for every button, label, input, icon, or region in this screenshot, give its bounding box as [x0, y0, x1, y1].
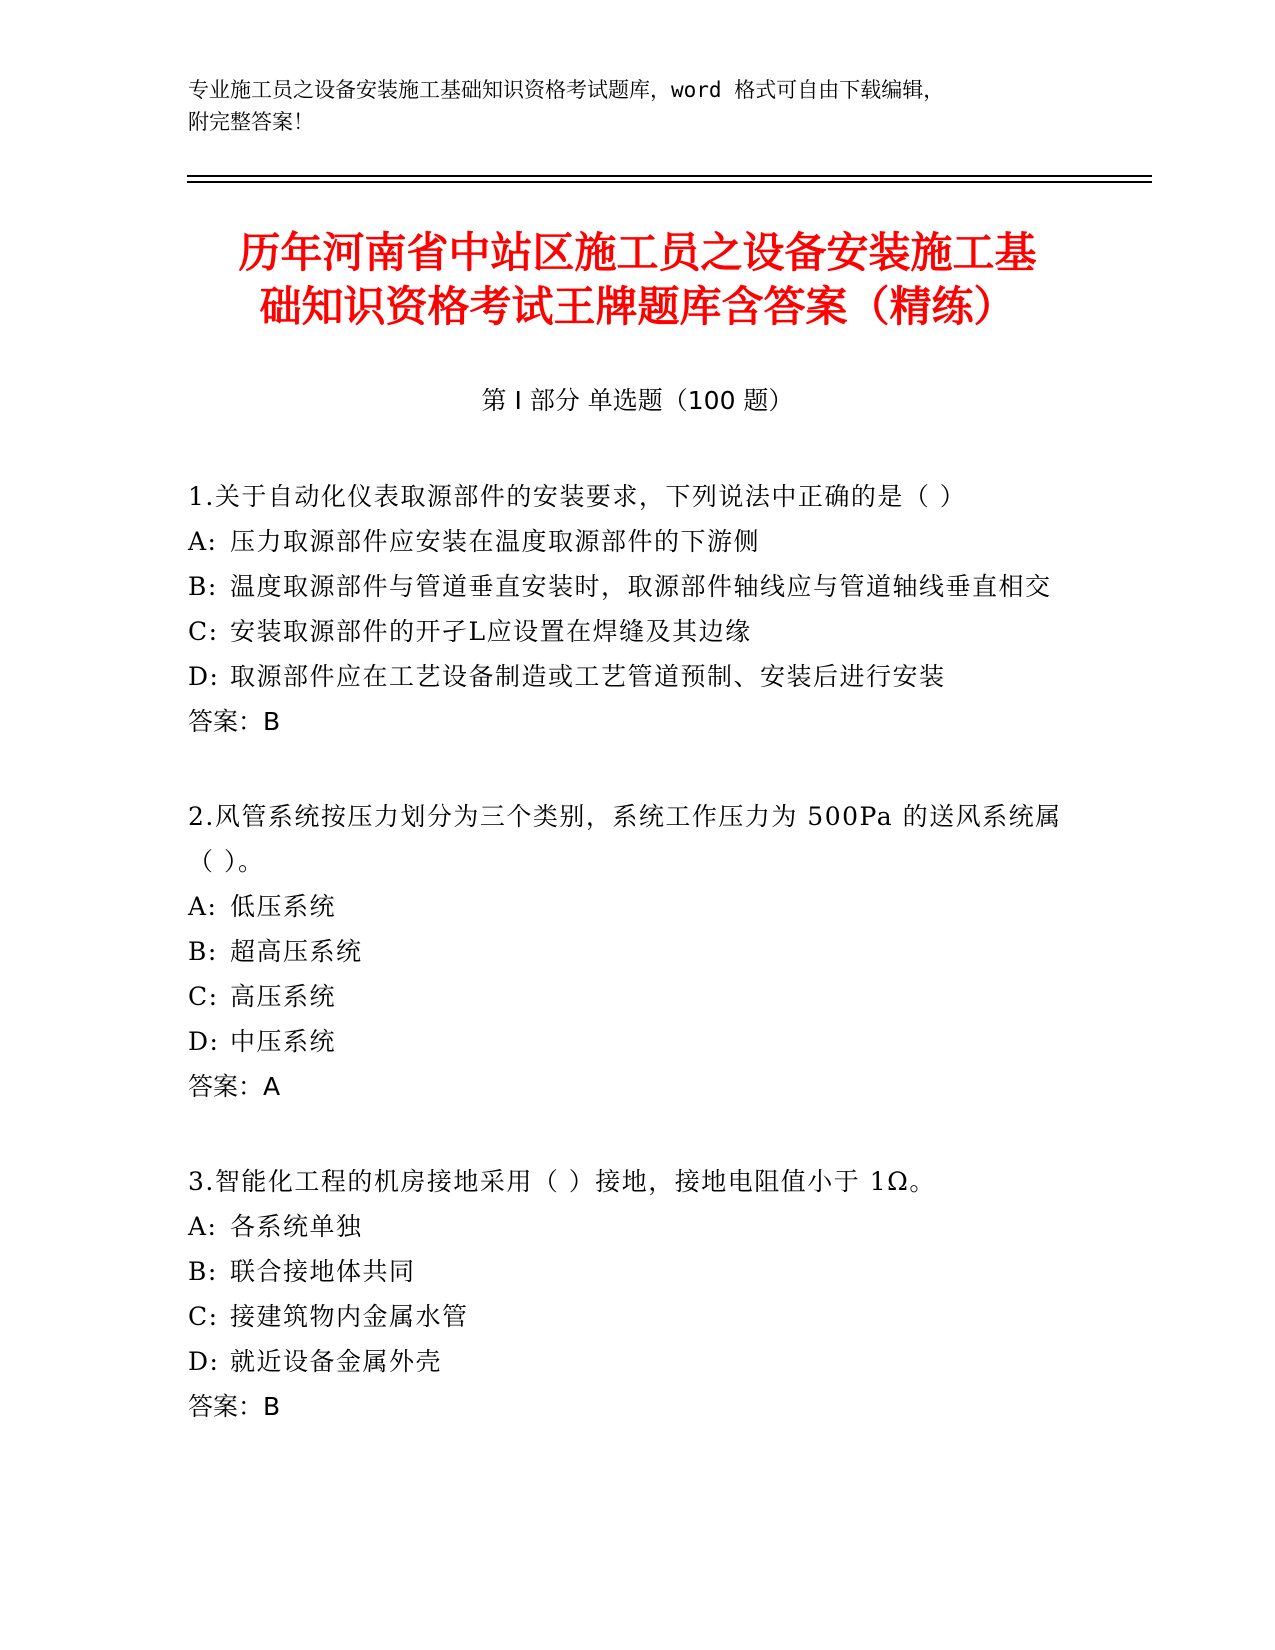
option-text: 各系统单独: [230, 1212, 363, 1241]
option-d: [188, 1019, 1088, 1064]
header-note-line-1: 专业施工员之设备安装施工基础知识资格考试题库，word 格式可自由下载编辑，: [188, 78, 945, 102]
option-text: 取源部件应在工艺设备制造或工艺管道预制、安装后进行安装: [230, 662, 946, 691]
option-b: [188, 929, 1088, 974]
option-a: [188, 1204, 1088, 1249]
header-divider-bottom: [187, 181, 1152, 183]
question-stem: 1.关于自动化仪表取源部件的安装要求，下列说法中正确的是（ ）: [188, 482, 967, 511]
option-text: 温度取源部件与管道垂直安装时，取源部件轴线应与管道轴线垂直相交: [230, 572, 1052, 601]
option-c: [188, 1294, 1088, 1339]
header-note-line-2: 附完整答案！: [188, 110, 314, 134]
option-text: 压力取源部件应安装在温度取源部件的下游侧: [230, 527, 761, 556]
option-letter: C:: [188, 617, 219, 646]
option-text: 接建筑物内金属水管: [230, 1302, 469, 1331]
option-a: [188, 884, 1088, 929]
question-2: [188, 794, 1088, 1109]
document-title-line-1: 历年河南省中站区施工员之设备安装施工基: [238, 228, 1037, 277]
question-3: [188, 1159, 1088, 1429]
header-divider-top: [187, 175, 1152, 177]
option-letter: B:: [188, 937, 218, 966]
option-c: [188, 974, 1088, 1019]
option-d: [188, 1339, 1088, 1384]
document-title: [150, 226, 1125, 334]
section-title: 第 I 部分 单选题（100 题）: [481, 386, 794, 415]
option-text: 低压系统: [230, 892, 337, 921]
option-letter: D:: [188, 662, 220, 691]
option-text: 就近设备金属外壳: [230, 1347, 443, 1376]
answer: 答案：B: [188, 1392, 281, 1421]
option-letter: C:: [188, 1302, 219, 1331]
option-letter: C:: [188, 982, 219, 1011]
option-letter: B:: [188, 1257, 218, 1286]
option-letter: D:: [188, 1027, 220, 1056]
option-letter: B:: [188, 572, 218, 601]
option-text: 联合接地体共同: [230, 1257, 416, 1286]
option-letter: A:: [188, 892, 218, 921]
option-b: [188, 564, 1088, 609]
option-text: 超高压系统: [230, 937, 363, 966]
option-c: [188, 609, 1088, 654]
option-text: 中压系统: [230, 1027, 337, 1056]
option-d: [188, 654, 1088, 699]
document-title-line-2: 础知识资格考试王牌题库含答案（精练）: [259, 282, 1016, 331]
question-1: [188, 474, 1088, 744]
option-letter: D:: [188, 1347, 220, 1376]
answer: 答案：A: [188, 1072, 281, 1101]
option-text: 高压系统: [230, 982, 337, 1011]
option-b: [188, 1249, 1088, 1294]
question-list: [188, 474, 1088, 1479]
header-note: [188, 74, 1068, 138]
question-stem: 3.智能化工程的机房接地采用（ ）接地，接地电阻值小于 1Ω。: [188, 1167, 936, 1196]
answer: 答案：B: [188, 707, 281, 736]
option-a: [188, 519, 1088, 564]
question-stem: 2.风管系统按压力划分为三个类别，系统工作压力为 500Pa 的送风系统属（ ）。: [188, 802, 1062, 876]
option-letter: A:: [188, 1212, 218, 1241]
option-text: 安装取源部件的开孑L应设置在焊缝及其边缘: [230, 617, 752, 646]
option-letter: A:: [188, 527, 218, 556]
